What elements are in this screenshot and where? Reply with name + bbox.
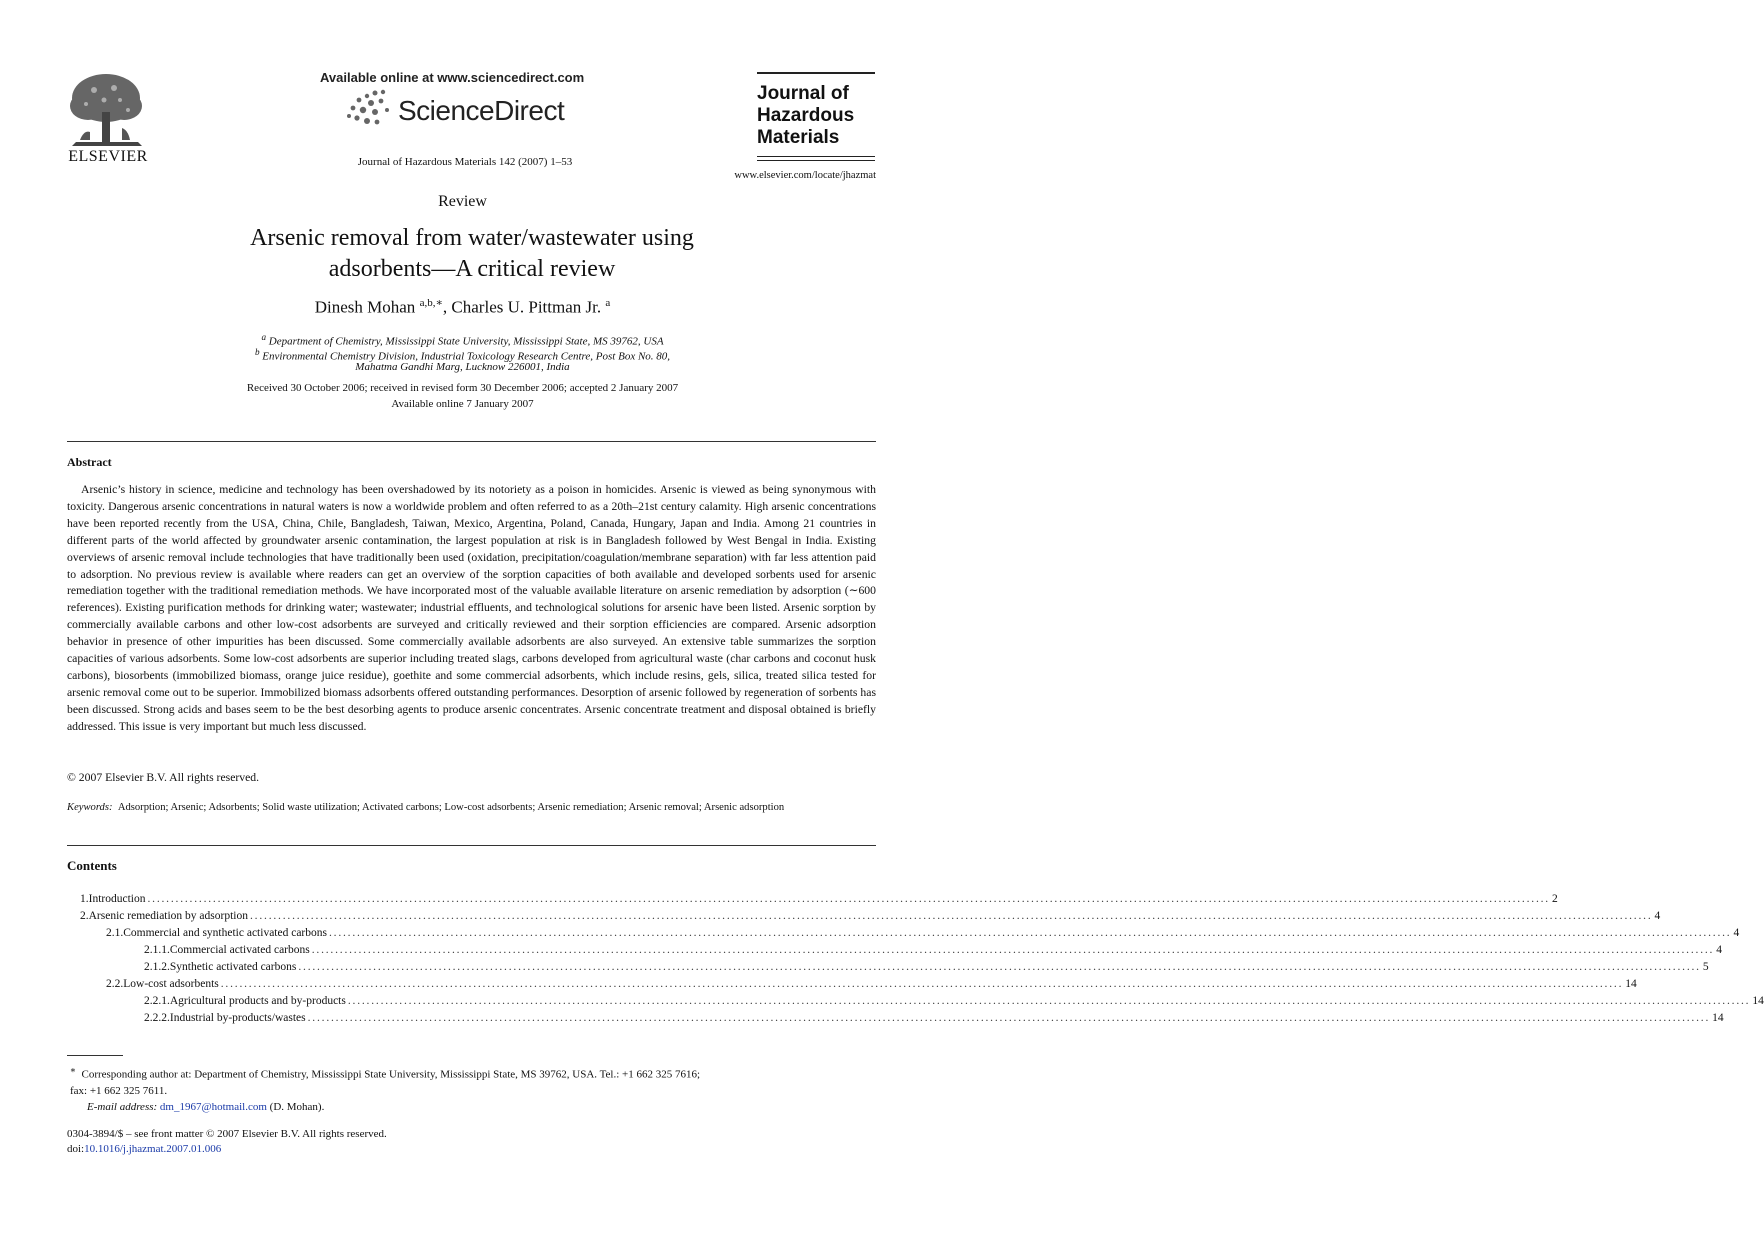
available-online-text: Available online at www.sciencedirect.com [320, 70, 585, 85]
toc-entry-title: Low-cost adsorbents [123, 978, 219, 990]
sciencedirect-dots-icon [345, 88, 395, 130]
footnote-rule [67, 1055, 123, 1056]
author-affiliation-marks[interactable]: a [605, 297, 611, 309]
toc-leader-dots: ............................................................................................................................................................................................................................................................................................................ [147, 893, 1550, 905]
abstract-heading: Abstract [67, 455, 112, 469]
toc-leader-dots: ............................................................................................................................................................................................................................................................................................................ [250, 910, 1653, 922]
toc-entry[interactable] [80, 891, 1558, 908]
keywords-label: Keywords: [67, 802, 113, 813]
toc-entry-page: 4 [1733, 927, 1740, 939]
toc-entry-number: 2. [80, 910, 89, 922]
toc-entry-title: Synthetic activated carbons [169, 961, 297, 973]
footnote-email-label: E-mail address: [87, 1100, 158, 1113]
journal-title-block [757, 83, 854, 149]
toc-entry-number: 2.2.1. [144, 995, 170, 1007]
front-matter-notice: 0304-3894/$ – see front matter © 2007 Elsevier B.V. All rights reserved. [67, 1128, 387, 1140]
toc-entry-title: Introduction [88, 893, 146, 905]
journal-title-rule-top [757, 72, 875, 74]
abstract-copyright: © 2007 Elsevier B.V. All rights reserved. [67, 771, 260, 784]
article-type: Review [438, 193, 487, 210]
toc-leader-dots: ............................................................................................................................................................................................................................................................................................................ [347, 995, 1751, 1007]
toc-entry-page: 14 [1752, 995, 1764, 1007]
footnote-text: Corresponding author at: Department of Chemistry, Mississippi State University, Mississippi State, MS 39762, USA. Tel.: +1 662 325 7616; [81, 1068, 701, 1081]
abstract-body: Arsenic’s history in science, medicine and technology has been overshadowed by its notoriety as a poison in homicides. Arsenic is viewed as being synonymous with toxicity. Dangerous arsenic concentrations in natural waters is now a worldwide problem and often referred to as a 20th–21st century calamity. High arsenic concentrations have been reported recently from the USA, China, Chile, Bangladesh, Taiwan, Mexico, Argentina, Poland, Canada, Hungary, Japan and India. Among 21 countries in different parts of the world affected by groundwater arsenic contamination, the largest population at risk is in Bangladesh followed by West Bengal in India. Existing overviews of arsenic removal include technologies that have traditionally been used (oxidation, precipitation/coagulation/membrane separation) with far less attention paid to adsorption. No previous review is available where readers can get an overview of the sorption capacities of both available and developed sorbents used for arsenic remediation together with the traditional remediation methods. We have incorporated most of the valuable available literature on arsenic remediation by adsorption (∼600 references). Existing purification methods for drinking water; wastewater; industrial effluents, and technological solutions for arsenic have been listed. Arsenic sorption by commercially available carbons and other low-cost adsorbents are surveyed and critically reviewed and their sorption efficiencies are compared. Arsenic adsorption behavior in presence of other impurities has been discussed. Some commercially available adsorbents are also surveyed. An extensive table summarizes the sorption capacities of various adsorbents. Some low-cost adsorbents are superior including treated slags, carbons developed from agricultural waste (char carbons and coconut husk carbons), biosorbents (immobilized biomass, orange juice residue), goethite and some commercial adsorbents, which include resins, gels, silica, treated silica tested for arsenic removal come out to be superior. Immobilized biomass adsorbents offered outstanding performances. Desorption of arsenic followed by regeneration of sorbents has been discussed. Strong acids and bases seem to be the best desorbing agents to produce arsenic concentrates. Arsenic concentrate treatment and disposal obtained is briefly addressed. This issue is very important but much less discussed. [67, 483, 876, 733]
toc-entry-title: Industrial by-products/wastes [169, 1012, 306, 1024]
toc-entry-page: 2 [1551, 893, 1558, 905]
doi-link[interactable]: 10.1016/j.jhazmat.2007.01.006 [84, 1143, 222, 1155]
affiliation-mark: a [261, 332, 267, 342]
toc-entry[interactable] [144, 1010, 1724, 1027]
journal-title-rule [757, 156, 875, 157]
section-divider [67, 845, 876, 846]
doi-line [67, 1143, 221, 1155]
footnote-fax: fax: +1 662 325 7611. [70, 1084, 168, 1097]
toc-entry[interactable] [106, 925, 1740, 942]
toc-entry-title: Commercial and synthetic activated carbons [123, 927, 327, 939]
affiliation-b-text: Environmental Chemistry Division, Industrial Toxicology Research Centre, Post Box No. 80, [262, 350, 671, 363]
toc-entry[interactable] [106, 976, 1637, 993]
toc-leader-dots: ............................................................................................................................................................................................................................................................................................................ [307, 1012, 1711, 1024]
journal-title-line2: Hazardous [757, 105, 855, 126]
toc-leader-dots: ............................................................................................................................................................................................................................................................................................................ [298, 961, 1701, 973]
toc-entry-page: 5 [1702, 961, 1709, 973]
contents-heading: Contents [67, 858, 117, 873]
toc-entry[interactable] [144, 993, 1764, 1010]
author-separator: , [442, 297, 452, 317]
toc-entry-number: 2.1.1. [144, 944, 170, 956]
received-dates: Received 30 October 2006; received in revised form 30 December 2006; accepted 2 January 2007 [246, 382, 679, 394]
author-name[interactable]: Dinesh Mohan [314, 297, 416, 317]
journal-title-rule [757, 160, 875, 161]
journal-title-line1: Journal of [757, 83, 849, 104]
footnote-mark: ∗ [69, 1065, 76, 1075]
sciencedirect-brand: ScienceDirect [398, 95, 565, 126]
toc-entry-number: 2.2.2. [144, 1012, 170, 1024]
toc-leader-dots: ............................................................................................................................................................................................................................................................................................................ [311, 944, 1715, 956]
toc-leader-dots: ............................................................................................................................................................................................................................................................................................................ [328, 927, 1732, 939]
author-name[interactable]: Charles U. Pittman Jr. [451, 297, 602, 317]
journal-url[interactable]: www.elsevier.com/locate/jhazmat [734, 170, 876, 181]
keywords-list: Adsorption; Arsenic; Adsorbents; Solid waste utilization; Activated carbons; Low-cost adsorbents; Arsenic remediation; Arsenic removal; Arsenic adsorption [117, 802, 785, 813]
article-title: Arsenic removal from water/wastewater using adsorbents—A critical review [250, 225, 694, 282]
toc-leader-dots: ............................................................................................................................................................................................................................................................................................................ [220, 978, 1624, 990]
section-divider [67, 441, 876, 442]
toc-entry-page: 14 [1625, 978, 1637, 990]
toc-entry-number: 2.2. [106, 978, 124, 990]
footnote-email-line [67, 1099, 876, 1115]
affiliation-mark: b [254, 347, 260, 357]
toc-entry-page: 14 [1712, 1012, 1724, 1024]
toc-entry-page: 4 [1654, 910, 1661, 922]
author-affiliation-marks[interactable]: a,b,∗ [419, 297, 443, 309]
toc-entry-number: 2.1. [106, 927, 124, 939]
journal-title-line3: Materials [757, 127, 840, 148]
email-link[interactable]: dm_1967@hotmail.com [159, 1100, 267, 1113]
toc-entry-page: 4 [1716, 944, 1722, 956]
footnote-email-suffix: (D. Mohan). [269, 1100, 325, 1113]
toc-entry[interactable] [144, 959, 1709, 976]
toc-entry[interactable] [144, 942, 1722, 959]
toc-entry-title: Commercial activated carbons [169, 944, 310, 956]
toc-entry-title: Arsenic remediation by adsorption [88, 910, 248, 922]
available-online-date: Available online 7 January 2007 [391, 398, 534, 410]
journal-citation: Journal of Hazardous Materials 142 (2007) 1–53 [357, 156, 573, 168]
footnote [67, 1062, 876, 1115]
affiliation-a-text: Department of Chemistry, Mississippi State University, Mississippi State, MS 39762, USA [268, 335, 664, 348]
toc-entry[interactable] [80, 908, 1661, 925]
footnote-line1 [67, 1062, 876, 1083]
toc-entry-number: 1. [80, 893, 89, 905]
doi-prefix: doi: [67, 1143, 85, 1155]
publisher-name: ELSEVIER [68, 148, 148, 165]
toc-entry-number: 2.1.2. [144, 961, 170, 973]
author-list [0, 296, 925, 318]
keywords [67, 800, 876, 816]
toc-entry-title: Agricultural products and by-products [169, 995, 346, 1007]
affiliation-b-line2: Mahatma Gandhi Marg, Lucknow 226001, India [355, 361, 570, 373]
